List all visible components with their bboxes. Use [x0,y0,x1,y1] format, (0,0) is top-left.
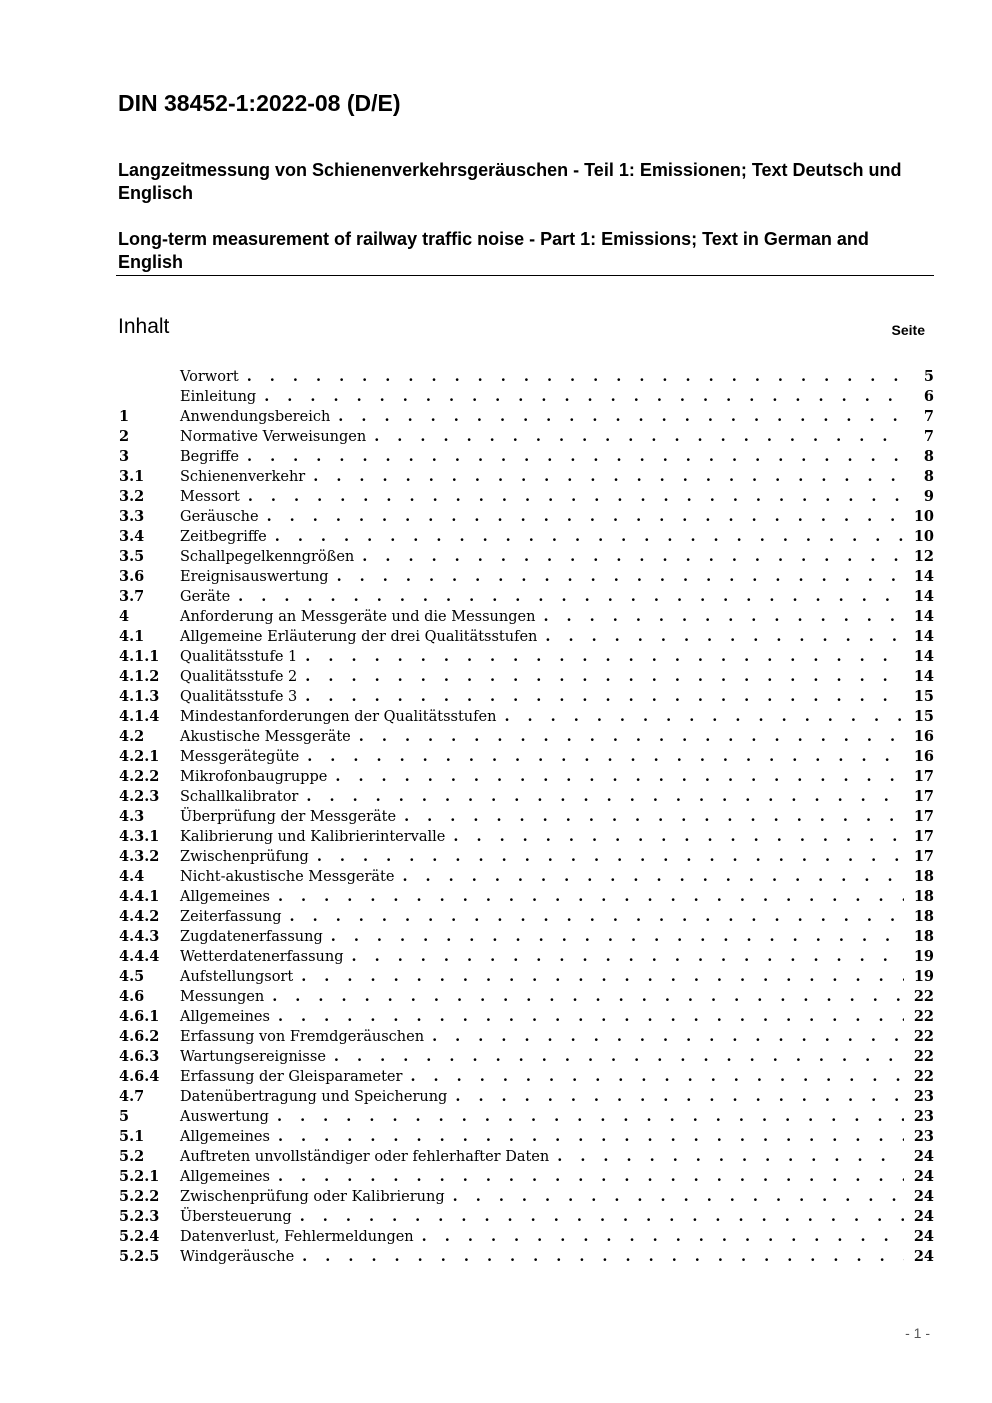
toc-dot-leader [359,727,904,747]
toc-entry-title: Allgemeines [180,1169,270,1185]
toc-entry-title: Kalibrierung und Kalibrierintervalle [180,829,446,845]
toc-entry-page: 24 [913,1168,934,1185]
toc-entry[interactable] [119,1207,934,1227]
toc-entry-page: 22 [913,1068,934,1085]
toc-entry-number: 4.1.2 [119,668,160,685]
toc-entry[interactable] [119,407,934,427]
toc-entry-title: Allgemeines [180,1129,270,1145]
toc-entry-title: Nicht-akustische Messgeräte [180,869,395,885]
toc-entry-title: Aufstellungsort [180,969,294,985]
toc-entry-title: Normative Verweisungen [180,429,367,445]
toc-dot-leader [248,487,904,507]
toc-entry-page: 17 [913,808,934,825]
toc-entry-title: Anwendungsbereich [180,409,331,425]
toc-entry[interactable] [119,947,934,967]
toc-entry-page: 17 [913,848,934,865]
toc-entry[interactable] [119,927,934,947]
toc-entry-number: 4.5 [119,968,145,985]
toc-entry-page: 15 [913,708,934,725]
toc-entry-page: 18 [913,928,934,945]
toc-entry-number: 4 [119,608,130,625]
toc-entry-page: 16 [913,728,934,745]
toc-entry[interactable] [119,387,934,407]
toc-entry-title: Datenübertragung und Speicherung [180,1089,448,1105]
toc-entry[interactable] [119,527,934,547]
toc-dot-leader [543,607,904,627]
toc-dot-leader [305,647,904,667]
toc-entry[interactable] [119,367,934,387]
toc-entry-number: 4.6 [119,988,145,1005]
toc-entry-number: 4.1.4 [119,708,160,725]
toc-entry-number: 4.6.4 [119,1068,160,1085]
toc-dot-leader [557,1147,904,1167]
toc-entry[interactable] [119,507,934,527]
toc-heading: Inhalt [118,315,170,338]
toc-entry[interactable] [119,807,934,827]
toc-entry[interactable] [119,1167,934,1187]
toc-entry[interactable] [119,487,934,507]
toc-entry[interactable] [119,1247,934,1267]
toc-entry-title: Anforderung an Messgeräte und die Messungen [180,609,536,625]
toc-entry[interactable] [119,1047,934,1067]
toc-dot-leader [290,907,905,927]
toc-entry-title: Allgemeines [180,889,270,905]
toc-entry-number: 3.5 [119,548,145,565]
toc-dot-leader [335,767,904,787]
toc-entry-page: 22 [913,1008,934,1025]
toc-entry-title: Messort [180,489,240,505]
toc-entry-page: 7 [923,428,934,445]
toc-entry-title: Vorwort [180,369,239,385]
toc-entry-page: 14 [913,568,934,585]
toc-entry-page: 22 [913,988,934,1005]
toc-entry-page: 17 [913,828,934,845]
toc-entry-title: Zwischenprüfung oder Kalibrierung [180,1189,445,1205]
toc-entry-number: 3.3 [119,508,145,525]
toc-dot-leader [275,527,904,547]
toc-dot-leader [352,947,904,967]
toc-dot-leader [410,1067,904,1087]
toc-page-column-label: Seite [891,322,925,338]
toc-entry-title: Zugdatenerfassung [180,929,323,945]
toc-entry-page: 24 [913,1148,934,1165]
toc-entry[interactable] [119,467,934,487]
toc-entry-page: 17 [913,768,934,785]
toc-dot-leader [338,407,904,427]
toc-entry-page: 22 [913,1028,934,1045]
toc-dot-leader [278,1167,904,1187]
toc-entry-page: 7 [923,408,934,425]
toc-entry-page: 23 [913,1128,934,1145]
toc-entry-title: Qualitätsstufe 3 [180,689,298,705]
toc-entry-number: 3.2 [119,488,145,505]
toc-dot-leader [455,1087,904,1107]
toc-entry-page: 15 [913,688,934,705]
toc-dot-leader [272,987,904,1007]
toc-entry-page: 18 [913,908,934,925]
toc-entry-number: 5.2 [119,1148,145,1165]
toc-dot-leader [422,1227,904,1247]
toc-entry-title: Wartungsereignisse [180,1049,326,1065]
toc-entry[interactable] [119,627,934,647]
toc-entry[interactable] [119,747,934,767]
toc-entry-number: 4.4 [119,868,145,885]
toc-entry[interactable] [119,787,934,807]
toc-entry[interactable] [119,427,934,447]
toc-entry-number: 5.1 [119,1128,145,1145]
toc-dot-leader [404,807,904,827]
document-title: DIN 38452-1:2022-08 (D/E) [118,90,401,116]
toc-dot-leader [307,747,904,767]
toc-entry[interactable] [119,647,934,667]
toc-entry-page: 14 [913,668,934,685]
toc-entry-title: Erfassung der Gleisparameter [180,1069,403,1085]
toc-entry-title: Mikrofonbaugruppe [180,769,328,785]
toc-entry-number: 4.2.3 [119,788,160,805]
toc-entry-title: Einleitung [180,389,257,405]
toc-dot-leader [402,867,904,887]
toc-entry-title: Akustische Messgeräte [180,729,351,745]
toc-dot-leader [313,467,904,487]
toc-entry[interactable] [119,867,934,887]
toc-entry-number: 3 [119,448,130,465]
toc-entry-page: 16 [913,748,934,765]
toc-entry-number: 3.4 [119,528,145,545]
toc-entry-page: 14 [913,628,934,645]
table-of-contents [119,367,934,1267]
toc-entry-title: Messgerätegüte [180,749,300,765]
toc-entry-title: Geräusche [180,509,259,525]
toc-entry-number: 4.4.1 [119,888,160,905]
toc-entry-title: Windgeräusche [180,1249,295,1265]
toc-dot-leader [305,687,904,707]
toc-dot-leader [238,587,904,607]
toc-entry-page: 14 [913,648,934,665]
toc-dot-leader [278,887,904,907]
toc-dot-leader [337,567,904,587]
toc-entry-title: Schallkalibrator [180,789,299,805]
toc-entry-title: Ereignisauswertung [180,569,329,585]
toc-entry[interactable] [119,547,934,567]
toc-entry-number: 5.2.2 [119,1188,160,1205]
toc-entry[interactable] [119,767,934,787]
toc-entry-number: 4.2 [119,728,145,745]
toc-entry-number: 5 [119,1108,130,1125]
toc-entry-title: Mindestanforderungen der Qualitätsstufen [180,709,497,725]
toc-entry-page: 17 [913,788,934,805]
toc-dot-leader [504,707,904,727]
toc-entry-title: Zwischenprüfung [180,849,309,865]
toc-entry-page: 24 [913,1248,934,1265]
toc-entry-number: 1 [119,408,130,425]
toc-entry[interactable] [119,607,934,627]
toc-entry-number: 4.4.3 [119,928,160,945]
toc-entry[interactable] [119,887,934,907]
toc-entry[interactable] [119,567,934,587]
toc-entry[interactable] [119,1127,934,1147]
toc-dot-leader [453,827,904,847]
toc-entry[interactable] [119,907,934,927]
toc-entry-number: 4.3.1 [119,828,160,845]
toc-entry[interactable] [119,967,934,987]
toc-entry-number: 5.2.1 [119,1168,160,1185]
toc-entry-page: 14 [913,608,934,625]
toc-entry-page: 10 [913,528,934,545]
toc-dot-leader [278,1007,904,1027]
toc-entry-number: 4.1.1 [119,648,160,665]
toc-entry-page: 6 [923,388,934,405]
toc-dot-leader [374,427,904,447]
toc-entry-page: 23 [913,1108,934,1125]
toc-entry-number: 3.6 [119,568,145,585]
toc-entry-page: 22 [913,1048,934,1065]
subtitle-english: Long-term measurement of railway traffic noise - Part 1: Emissions; Text in German and English [118,229,869,272]
toc-dot-leader [264,387,904,407]
toc-entry-number: 4.1 [119,628,145,645]
toc-entry-number: 4.1.3 [119,688,160,705]
toc-entry-number: 4.6.1 [119,1008,160,1025]
page-number: - 1 - [905,1325,930,1341]
toc-entry-page: 8 [923,448,934,465]
toc-entry[interactable] [119,727,934,747]
toc-entry-page: 10 [913,508,934,525]
toc-entry[interactable] [119,587,934,607]
toc-entry-number: 4.2.1 [119,748,160,765]
toc-entry[interactable] [119,1087,934,1107]
toc-entry-number: 4.3.2 [119,848,160,865]
toc-entry-number: 5.2.3 [119,1208,160,1225]
toc-entry-page: 12 [913,548,934,565]
toc-entry-title: Qualitätsstufe 2 [180,669,298,685]
toc-entry-title: Qualitätsstufe 1 [180,649,298,665]
toc-dot-leader [305,667,904,687]
toc-entry[interactable] [119,1107,934,1127]
toc-dot-leader [453,1187,904,1207]
toc-entry[interactable] [119,987,934,1007]
toc-dot-leader [301,967,904,987]
toc-entry-page: 23 [913,1088,934,1105]
toc-dot-leader [278,1127,904,1147]
toc-entry-page: 19 [913,948,934,965]
toc-entry-page: 24 [913,1228,934,1245]
toc-entry[interactable] [119,447,934,467]
toc-dot-leader [277,1107,904,1127]
toc-entry-title: Auswertung [180,1109,269,1125]
toc-entry-title: Erfassung von Fremdgeräuschen [180,1029,425,1045]
toc-entry-page: 14 [913,588,934,605]
toc-entry-number: 4.4.4 [119,948,160,965]
toc-entry-number: 4.7 [119,1088,145,1105]
toc-entry-number: 4.4.2 [119,908,160,925]
toc-entry-title: Schienenverkehr [180,469,306,485]
toc-entry-page: 9 [923,488,934,505]
toc-entry-number: 3.1 [119,468,145,485]
toc-dot-leader [334,1047,904,1067]
toc-entry-number: 5.2.5 [119,1248,160,1265]
toc-dot-leader [247,447,904,467]
toc-dot-leader [545,627,904,647]
toc-entry[interactable] [119,707,934,727]
toc-entry-number: 3.7 [119,588,145,605]
toc-entry-page: 5 [923,368,934,385]
toc-entry-title: Zeiterfassung [180,909,282,925]
toc-entry-page: 24 [913,1208,934,1225]
toc-dot-leader [267,507,904,527]
toc-dot-leader [306,787,904,807]
toc-entry-page: 8 [923,468,934,485]
toc-entry-page: 19 [913,968,934,985]
toc-dot-leader [331,927,904,947]
toc-entry-title: Begriffe [180,449,239,465]
toc-entry-title: Datenverlust, Fehlermeldungen [180,1229,414,1245]
toc-dot-leader [302,1247,904,1267]
toc-entry[interactable] [119,1067,934,1087]
toc-entry-title: Allgemeines [180,1009,270,1025]
toc-entry[interactable] [119,1027,934,1047]
toc-entry[interactable] [119,1227,934,1247]
toc-dot-leader [362,547,904,567]
toc-entry-title: Auftreten unvollständiger oder fehlerhafter Daten [180,1149,550,1165]
toc-dot-leader [300,1207,904,1227]
toc-entry-number: 5.2.4 [119,1228,160,1245]
toc-entry[interactable] [119,1007,934,1027]
toc-entry-number: 4.6.3 [119,1048,160,1065]
toc-entry-page: 24 [913,1188,934,1205]
toc-entry-title: Übersteuerung [180,1209,292,1225]
toc-dot-leader [317,847,904,867]
toc-entry[interactable] [119,827,934,847]
toc-entry-title: Geräte [180,589,231,605]
toc-entry[interactable] [119,847,934,867]
toc-entry-number: 4.6.2 [119,1028,160,1045]
toc-entry-page: 18 [913,888,934,905]
toc-entry-number: 4.2.2 [119,768,160,785]
toc-entry[interactable] [119,1187,934,1207]
toc-entry[interactable] [119,687,934,707]
toc-entry[interactable] [119,667,934,687]
toc-entry-title: Wetterdatenerfassung [180,949,344,965]
toc-dot-leader [432,1027,904,1047]
title-divider [116,275,934,276]
toc-entry-title: Überprüfung der Messgeräte [180,809,397,825]
toc-entry[interactable] [119,1147,934,1167]
toc-entry-page: 18 [913,868,934,885]
toc-entry-title: Messungen [180,989,265,1005]
toc-entry-number: 4.3 [119,808,145,825]
toc-entry-title: Allgemeine Erläuterung der drei Qualitätsstufen [180,629,538,645]
subtitle-german: Langzeitmessung von Schienenverkehrsgeräuschen - Teil 1: Emissionen; Text Deutsch und Englisch [118,160,902,203]
toc-dot-leader [247,367,904,387]
toc-entry-number: 2 [119,428,130,445]
toc-entry-title: Zeitbegriffe [180,529,267,545]
toc-entry-title: Schallpegelkenngrößen [180,549,355,565]
